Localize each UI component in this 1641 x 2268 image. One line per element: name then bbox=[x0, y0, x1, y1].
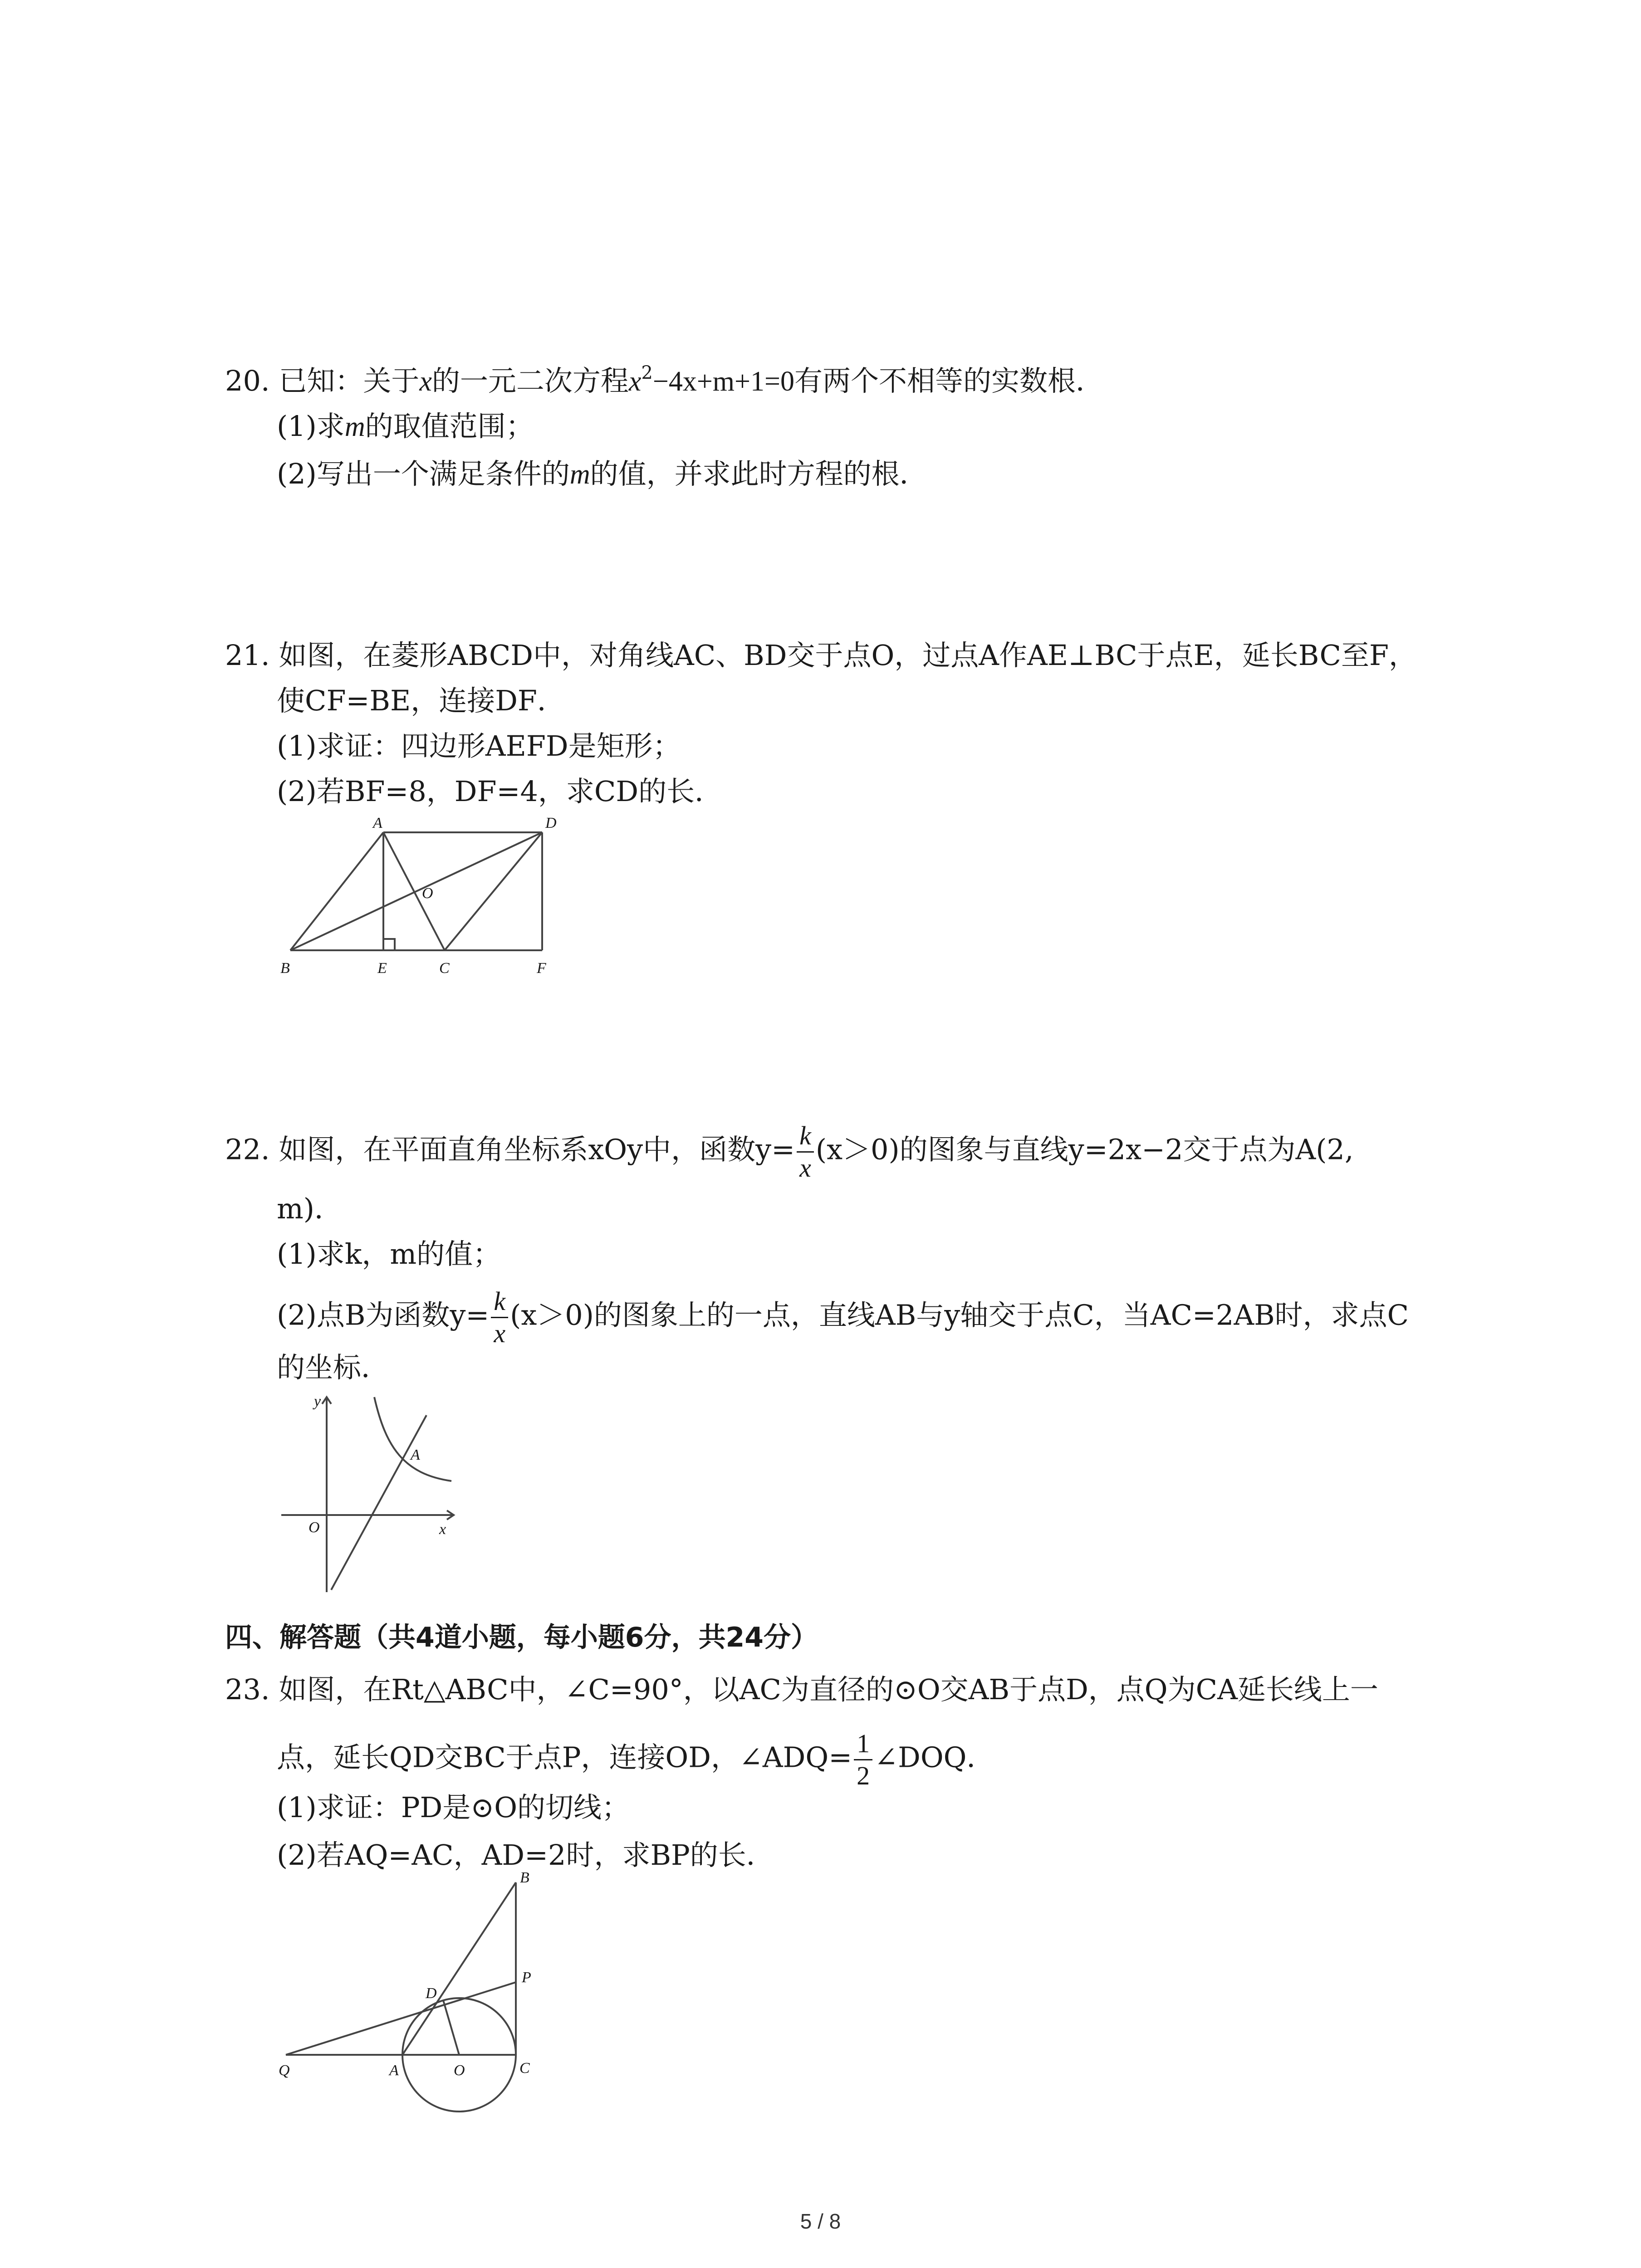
q22-part1: (1)求k，m的值； bbox=[277, 1237, 501, 1271]
q23-fraction: $\frac{1}{2}$ bbox=[854, 1728, 872, 1791]
q23-part1: (1)求证：PD是⊙O的切线； bbox=[277, 1791, 630, 1824]
q21-stem-line1: 21. 如图，在菱形ABCD中，对角线AC、BD交于点O，过点A作AE⊥BC于点E，延长BC至F， bbox=[225, 639, 1417, 672]
q22-coordinate-figure bbox=[272, 1388, 463, 1597]
q22-fraction-2: $\frac{k}{x}$ bbox=[491, 1286, 508, 1349]
q22-label-O: O bbox=[309, 1519, 320, 1536]
page-number: 5 / 8 bbox=[800, 2209, 841, 2233]
q23-label-C: C bbox=[519, 2060, 530, 2077]
q23-stem-line2: 点，延长QD交BC于点P，连接OD，∠ADQ= $\frac{1}{2}$ ∠DOQ． bbox=[277, 1729, 995, 1790]
q21-part2: (2)若BF=8，DF=4，求CD的长． bbox=[277, 775, 723, 808]
q21-label-F: F bbox=[537, 960, 546, 977]
q23-label-B: B bbox=[520, 1869, 529, 1886]
q22-number: 22. bbox=[225, 1133, 270, 1166]
q22-stem-line1: 22. 如图，在平面直角坐标系xOy中，函数y= $\frac{k}{x}$ (x＞0)的图象与直线y=2x−2交于点为A(2, bbox=[225, 1121, 1354, 1183]
q21-label-A: A bbox=[373, 815, 382, 831]
q23-label-O: O bbox=[454, 2062, 465, 2079]
section-heading: 四、解答题（共4道小题，每小题6分，共24分） bbox=[225, 1622, 818, 1653]
q20-part2: (2)写出一个满足条件的m的值，并求此时方程的根． bbox=[277, 457, 928, 490]
q21-number: 21. bbox=[225, 639, 270, 672]
q21-label-O: O bbox=[422, 885, 433, 902]
q22-part2-cont: 的坐标． bbox=[277, 1351, 390, 1384]
q23-label-D: D bbox=[426, 1985, 437, 2002]
q21-label-B: B bbox=[280, 960, 290, 977]
q22-stem-line2: m)． bbox=[277, 1192, 343, 1225]
q22-part2: (2)点B为函数y= $\frac{k}{x}$ (x＞0)的图象上的一点，直线AB与y轴交于点C，当AC=2AB时，求点C bbox=[277, 1286, 1409, 1348]
q20-number: 20. bbox=[225, 364, 270, 397]
q23-part2: (2)若AQ=AC，AD=2时，求BP的长． bbox=[277, 1838, 774, 1872]
q22-label-x: x bbox=[439, 1521, 446, 1538]
q21-label-D: D bbox=[545, 815, 557, 831]
q23-stem-line1: 23. 如图，在Rt△ABC中，∠C=90°，以AC为直径的⊙O交AB于点D，点Q为CA延长线上一 bbox=[225, 1673, 1378, 1706]
q22-label-A: A bbox=[411, 1447, 420, 1463]
q21-label-E: E bbox=[377, 960, 387, 977]
q21-rhombus-figure bbox=[272, 807, 590, 980]
q23-label-P: P bbox=[522, 1969, 531, 1986]
q21-stem-line2: 使CF=BE，连接DF． bbox=[277, 684, 565, 717]
q23-circle-figure bbox=[272, 1869, 599, 2123]
q23-number: 23. bbox=[225, 1673, 270, 1706]
q23-label-A: A bbox=[389, 2062, 399, 2079]
q21-label-C: C bbox=[439, 960, 450, 977]
q22-fraction: $\frac{k}{x}$ bbox=[797, 1120, 814, 1183]
q20-stem: 20. 已知：关于x的一元二次方程$x^2-4x+m+1=0$有两个不相等的实数根． bbox=[225, 362, 1104, 397]
q21-part1: (1)求证：四边形AEFD是矩形； bbox=[277, 729, 681, 763]
q23-label-Q: Q bbox=[279, 2062, 290, 2079]
q20-part1: (1)求m的取值范围； bbox=[277, 410, 534, 443]
q22-label-y: y bbox=[314, 1393, 321, 1410]
